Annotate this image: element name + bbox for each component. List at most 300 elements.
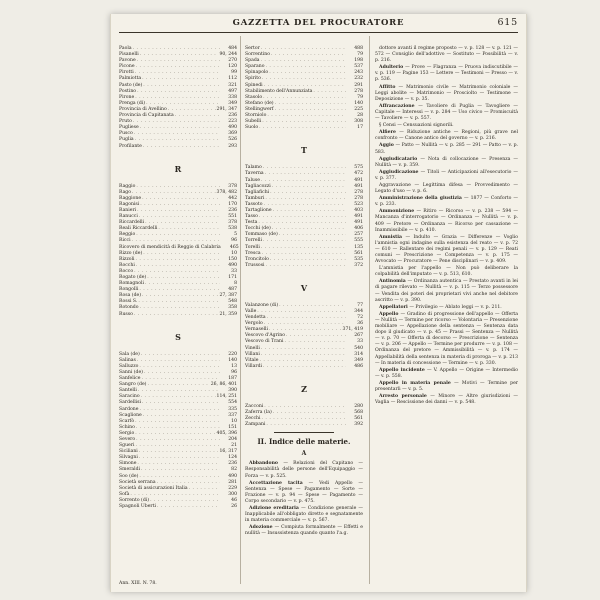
entry-pages: 120: [228, 64, 237, 70]
entry-name: Suolo: [245, 125, 259, 131]
entry-pages: 378, 482: [216, 189, 237, 195]
entry-name: Sofà: [119, 491, 130, 497]
entry-name: Zacconi: [245, 403, 264, 409]
entry-name: Sparano: [245, 64, 265, 70]
entry-pages: 99: [231, 70, 237, 76]
index-list: [245, 46, 363, 131]
entry-pages: 140: [228, 357, 237, 363]
subject-keyword: Amnistia: [379, 234, 406, 240]
entry-pages: 490: [228, 473, 237, 479]
entry-name: Picone: [119, 64, 135, 70]
entry-pages: 77: [357, 302, 363, 308]
subject-text: Aggravazione — Legittima difesa — Provvedimento — Legato d'uso — v. p. 6.: [375, 182, 518, 195]
subject-text: — Motivi — Termine per presentarli — v. p. 5.: [375, 380, 519, 392]
entry-name: Profilante: [119, 143, 142, 149]
entry-pages: 220: [228, 351, 237, 357]
entry-name: Rotondo: [119, 305, 139, 311]
index-entry: [245, 364, 363, 370]
leader-dots: [157, 504, 220, 510]
entry-pages: 198: [354, 58, 363, 64]
entry-name: Stabilimento dell'Annunziata: [245, 88, 313, 94]
subject-entry: [375, 85, 518, 103]
subject-entry: [375, 104, 518, 122]
subject-text: — Nota di collocazione — Presenza — Nullità — v. p. 359.: [375, 156, 518, 168]
index-list: [245, 165, 363, 269]
entry-pages: 497: [228, 88, 237, 94]
column-divider: [240, 36, 241, 584]
entry-pages: 491: [354, 177, 363, 183]
entry-pages: 90, 244: [219, 52, 237, 58]
entry-pages: 488: [354, 46, 363, 51]
index-entry: [245, 263, 363, 269]
subject-text: dottore avanti il regime proposto — v. p. 128 — v. p. 121 — 572 — Consiglio dell'adottivo — Sostituto — Possibilità — v. p. 216.: [375, 46, 518, 64]
entry-name: Spada: [245, 58, 260, 64]
entry-name: Provincia di Capitanata: [119, 113, 174, 119]
entry-name: Raggione: [119, 195, 142, 201]
subject-keyword: Aggiudicatario: [379, 156, 421, 162]
entry-pages: 16, 317: [219, 449, 237, 455]
entry-pages: 575: [354, 165, 363, 171]
entry-name: Sangro (de): [119, 382, 147, 388]
subject-text: — Indulto — Grazia — Differenze — Voglio l'amnistia ogni indagine sulla esistenza del reato — v. p. 72 — 610 — Rallentare dei regimi penali — v. p. 129 — Reati comuni — Prescrizione — Competenza — v. p. 175 — Avvocato — Procuratore — Pene disciplinari — v. p. 409.: [375, 234, 518, 265]
entry-name: Stellingwerf: [245, 106, 274, 112]
subject-keyword: Adozione: [249, 525, 275, 531]
entry-pages: 405, 396: [216, 430, 237, 436]
subject-entry: [375, 143, 518, 155]
entry-pages: 36: [357, 321, 363, 327]
entry-pages: 140: [354, 100, 363, 106]
index-entry: [245, 422, 363, 428]
subject-keyword: Affrancazione: [379, 103, 419, 109]
entry-pages: 267: [354, 333, 363, 339]
entry-pages: 358: [228, 305, 237, 311]
entry-pages: 540: [354, 345, 363, 351]
journal-title: GAZZETTA DEL PROCURATORE: [232, 18, 405, 28]
entry-name: Storniolo: [245, 113, 267, 119]
entry-name: Russo: [119, 311, 133, 317]
entry-pages: 523: [354, 201, 363, 207]
entry-name: Vescovo d'Agrino: [245, 333, 285, 339]
subject-keyword: Aggio: [379, 143, 396, 149]
entry-pages: 124: [228, 455, 237, 461]
subject-keyword: Appellatori: [379, 304, 410, 310]
subject-text: L'amnistia per l'appello — Non può deliberare la colpabilità dell'imputato — v. p. 513, 610.: [375, 266, 518, 278]
entry-name: Rocchi: [119, 262, 135, 268]
entry-name: Società serrana: [119, 479, 156, 485]
subject-entry: [375, 312, 518, 367]
letter-heading-s: S: [175, 331, 181, 342]
entry-pages: 21, 359: [219, 311, 237, 317]
entry-name: Sardone: [119, 406, 139, 412]
column-2: [245, 46, 363, 538]
entry-name: Pirone: [119, 94, 135, 100]
letter-heading-z: Z: [301, 383, 307, 394]
entry-name: Romagnoli: [119, 281, 144, 287]
entry-pages: 378: [228, 220, 237, 226]
subject-entry: [375, 381, 518, 393]
entry-name: Soo (de): [119, 473, 139, 479]
entry-pages: 96: [231, 369, 237, 375]
subject-keyword: Aggiudicazione: [379, 169, 421, 175]
entry-pages: 28: [357, 113, 363, 119]
entry-pages: 344: [354, 309, 363, 314]
entry-name: Villardi: [245, 363, 262, 369]
subject-entry: [375, 209, 518, 233]
entry-pages: 72: [357, 315, 363, 321]
entry-name: Vergolo: [245, 321, 263, 327]
section-heading: [245, 432, 363, 447]
subject-text: — Riduzione antiche — Regioni, più grave nel confronto — Canone antico del governo — v. p. 216.: [375, 130, 519, 142]
entry-pages: 390: [228, 388, 237, 394]
entry-name: Tagliafichi: [245, 189, 270, 195]
index-list: [119, 184, 237, 318]
entry-pages: 236: [228, 207, 237, 213]
entry-pages: 555: [354, 238, 363, 244]
subject-entry: [375, 183, 518, 195]
entry-name: Tresca: [245, 250, 261, 256]
entry-pages: 526: [228, 137, 237, 143]
subject-entry: [375, 130, 518, 142]
section-title: II. Indice delle materie.: [257, 437, 351, 447]
subject-keyword: Amministrazione della giustizia: [379, 196, 465, 202]
subject-text: § Censi — Censuazioni signorili.: [379, 123, 454, 129]
entry-name: Tocchi (de): [245, 226, 271, 232]
subject-entry: [375, 170, 518, 182]
entry-pages: 465: [229, 244, 239, 250]
entry-name: Sgueri: [119, 443, 135, 449]
entry-pages: 278: [354, 195, 363, 201]
entry-pages: 46: [231, 497, 237, 503]
subject-list: [245, 461, 363, 537]
entry-name: Pruto: [119, 119, 132, 125]
entry-pages: 392: [354, 422, 363, 428]
entry-pages: 554: [228, 400, 237, 406]
subject-entry: [375, 235, 518, 265]
entry-pages: 79: [357, 52, 363, 58]
entry-pages: 281: [228, 479, 237, 485]
entry-pages: 442: [228, 195, 237, 201]
subject-keyword: Alfiere: [379, 130, 400, 136]
entry-name: Ricovero di mendicità di Reggio di Calabria: [119, 244, 221, 250]
subject-text: — Gradino di progressione dell'appello — Offerta — Nullità — Termine per ricorso — Volontaria — Presenzione mobiliare — Appellazione della sentenza — Sentenza data dopo il giudicato — v. p. 45 — Prassi — Sentenza — Nullità — v. p. 70 — Offerta di decorso — Prescrizione — Sentenza — v. p. 206 — Appello — Termine per produrre — v. p. 108 — Ordinanza del pretore — Ammissibilità — v. p. 174 — Appellabilità della sentenza in materia di proroga — v. p. 213 — In materia di concessione — Termine — v. p. 330.: [375, 311, 519, 366]
entry-name: Società di assicurazioni Italia: [119, 485, 188, 491]
entry-name: Sergio: [119, 430, 135, 436]
subject-entry: [375, 196, 518, 208]
entry-pages: 487: [228, 287, 237, 293]
entry-name: Testa: [245, 220, 258, 226]
subject-entry: [245, 506, 363, 524]
entry-name: Valle: [245, 309, 257, 314]
entry-name: Paola: [119, 46, 132, 51]
entry-name: Ranucci: [119, 214, 138, 220]
subject-text: — Compiuta formalmente — Effetti e nullità — Insussistenza quando quanto l'a.g.: [245, 525, 364, 537]
entry-name: Siciliani: [119, 449, 138, 455]
subject-keyword: Abbandono: [249, 461, 284, 467]
entry-name: Severo: [119, 436, 136, 442]
entry-name: Puglia: [119, 137, 134, 143]
entry-name: Tamburi: [245, 195, 265, 201]
entry-pages: 538: [228, 226, 237, 232]
entry-name: Sala (de): [119, 351, 140, 357]
entry-name: Zaferra (la): [245, 410, 272, 416]
subject-entry: [375, 266, 518, 278]
entry-pages: 243: [354, 70, 363, 76]
entry-pages: 26, 86, 401: [210, 382, 237, 388]
entry-name: Troncitolo: [245, 256, 269, 262]
index-entry: [119, 312, 237, 318]
entry-name: Pirotti: [119, 70, 134, 76]
subject-entry: [375, 123, 518, 129]
entry-name: Rosa (de): [119, 293, 142, 299]
entry-pages: 490: [228, 125, 237, 131]
index-list: [245, 303, 363, 370]
entry-name: Simone: [119, 461, 137, 467]
entry-pages: 349: [228, 100, 237, 106]
entry-pages: 27, 387: [219, 293, 237, 299]
subject-keyword: Arresto personale: [379, 394, 431, 400]
index-entry: [119, 504, 237, 510]
entry-name: Saracino: [119, 394, 140, 400]
entry-pages: 406: [354, 226, 363, 232]
leader-dots: [266, 422, 346, 428]
entry-pages: 236: [228, 113, 237, 119]
entry-pages: 551: [228, 214, 237, 220]
entry-name: Santelli: [119, 388, 137, 394]
entry-name: Ragonisi: [119, 201, 140, 207]
subject-text: — Relazioni del Capitano — Responsabilità delle persone dell'Equipaggio — Forza — v. p. 525.: [245, 461, 363, 479]
entry-pages: 372: [354, 262, 363, 268]
entry-name: Smeraldi: [119, 467, 141, 473]
entry-pages: 335: [228, 406, 237, 412]
entry-pages: 403: [354, 207, 363, 213]
entry-name: Tommaso (de): [245, 232, 278, 238]
entry-pages: 79: [357, 94, 363, 100]
entry-pages: 314: [354, 351, 363, 357]
entry-name: Villani: [245, 351, 260, 357]
entry-name: Palmiotta: [119, 76, 142, 82]
index-list: [119, 352, 237, 510]
entry-name: Rago: [119, 189, 132, 195]
subject-text: — Matrimonio civile — Matrimonio coloniale — Leggi abolite — Matrimonio — Prosciolto — Testimone — Deposizione — v. p. 35.: [375, 84, 518, 102]
entry-name: Taluse: [245, 177, 260, 183]
letter-heading-r: R: [174, 163, 182, 174]
footnote: Ann. XIII. N. 78.: [119, 581, 157, 586]
entry-name: Vendetta: [245, 315, 266, 321]
subject-entry: [375, 305, 518, 311]
entry-pages: 472: [354, 171, 363, 177]
subject-text: — Patto — Nullità — v. p. 285 — 291 — Patto — v. p. 583.: [375, 143, 518, 155]
entry-pages: 151: [228, 424, 237, 430]
document-page: [110, 14, 527, 592]
letter-heading-a: A: [301, 450, 307, 458]
index-list: [119, 46, 237, 150]
entry-pages: 187: [228, 376, 237, 382]
subject-entry: [375, 46, 518, 64]
entry-name: Rogato (de): [119, 275, 147, 280]
entry-pages: 378: [228, 183, 237, 189]
subject-keyword: Appello: [379, 311, 401, 317]
entry-name: Trussosi: [245, 262, 265, 268]
entry-name: Vescovo di Trani: [245, 339, 284, 345]
section-rule: [274, 432, 334, 433]
subject-text: — Privilegio — Ablato leggi — v. p. 211.: [409, 304, 502, 310]
subject-keyword: Ammonizione: [379, 209, 417, 215]
entry-name: Ricci: [119, 238, 131, 244]
entry-pages: 96: [231, 238, 237, 244]
entry-pages: 349: [354, 357, 363, 363]
entry-name: Talamo: [245, 165, 262, 171]
entry-pages: 170: [228, 201, 237, 207]
entry-pages: 114, 251: [216, 394, 237, 400]
entry-pages: 82: [231, 467, 237, 473]
entry-name: Sanfelice: [119, 376, 141, 382]
entry-pages: 491: [354, 183, 363, 189]
entry-name: Subelli: [245, 119, 262, 125]
entry-pages: 17: [357, 125, 363, 131]
subject-entry: [245, 481, 363, 505]
index-list: [245, 404, 363, 428]
entry-pages: 171: [228, 275, 237, 280]
entry-name: Rizzo (de): [119, 250, 143, 256]
entry-name: Reali Riccardelli: [119, 226, 158, 232]
entry-pages: 548: [228, 299, 237, 305]
entry-pages: 337: [228, 412, 237, 418]
entry-name: Spirito: [245, 76, 261, 82]
entry-name: Vinelli: [245, 345, 260, 351]
entry-pages: 10: [231, 250, 237, 256]
entry-name: Tasso: [245, 214, 258, 220]
entry-pages: 291, 347: [216, 106, 237, 112]
entry-pages: 270: [228, 58, 237, 64]
entry-pages: 232: [354, 76, 363, 82]
entry-name: Sanni (de): [119, 369, 143, 375]
subject-keyword: Accettazione tacita: [249, 480, 309, 486]
subject-text: — Prove — Flagranza — Pruova indiscutibile — v. p. 119 — Pagine 153 — Lettere — Testimoni — Presso — v. p. 536.: [375, 65, 518, 83]
entry-name: Prenga (di): [119, 100, 146, 106]
subject-text: — V. Appello — Origine — Intermedio — v. p. 558.: [375, 367, 518, 379]
entry-name: Salinas: [119, 357, 136, 363]
entry-pages: 278: [354, 189, 363, 195]
entry-name: Pugliese: [119, 125, 139, 131]
letter-heading-t: T: [301, 145, 307, 156]
entry-pages: 561: [354, 250, 363, 256]
entry-name: Zecchi: [245, 416, 261, 422]
entry-pages: 338: [228, 94, 237, 100]
entry-name: Pusco: [119, 131, 133, 137]
entry-name: Taverna: [245, 171, 264, 177]
entry-pages: 371, 419: [342, 327, 363, 333]
entry-pages: 293: [228, 143, 237, 149]
entry-pages: 491: [354, 214, 363, 220]
entry-name: Torrelli: [245, 238, 262, 244]
subject-text: — 1877 — Conforto — v. p. 233.: [375, 196, 519, 208]
subject-entry: [375, 368, 518, 380]
index-entry: [245, 125, 363, 131]
entry-pages: 33: [231, 268, 237, 274]
entry-name: Sardellisi: [119, 400, 141, 406]
entry-pages: 537: [354, 64, 363, 70]
entry-pages: 204: [228, 436, 237, 442]
letter-heading-v: V: [300, 282, 308, 293]
subject-text: — Minore — Altre giurisdizioni — Vaglia — Rescissione dei danni — v. p. 548.: [375, 394, 518, 406]
entry-name: Ranieri: [119, 207, 137, 213]
subject-text: — Ritiro — Ricorso — v. p. 238 — 594 — Mancanza d'interrogatorio — Ordinanza — Nullità — v. p. 409 — Pretore — Ordinanza — Ricorso per cassazione — Inammissibile — v. p. 410.: [375, 209, 518, 233]
entry-name: Torelli: [245, 244, 260, 250]
page-number: 615: [497, 17, 518, 28]
entry-name: Vitale: [245, 357, 259, 363]
entry-name: Provincia di Avellino: [119, 106, 167, 112]
entry-name: Pisanelli: [119, 52, 139, 58]
entry-pages: 308: [354, 119, 363, 125]
entry-pages: 33: [357, 339, 363, 345]
leader-dots: [143, 144, 220, 150]
leader-dots: [134, 312, 219, 318]
column-1: [119, 46, 237, 510]
entry-pages: 300: [228, 491, 237, 497]
subject-entry: [375, 394, 518, 406]
entry-pages: 112: [228, 76, 237, 82]
subject-keyword: Adulterio: [379, 65, 406, 71]
subject-text: — Ordinanza autentica — Prestato avanti in lei di pagare rilevato — Nullità — v. p. 115 — Terzo possessore — Vendita dei poteri dei proprietari vivi anche nel debitore ascritto — v. p. 390.: [375, 279, 519, 303]
subject-keyword: Appello in materia penale: [379, 380, 455, 386]
index-entry: [119, 144, 237, 150]
entry-pages: 21: [231, 443, 237, 449]
entry-name: Valanzone (di): [245, 302, 279, 308]
entry-pages: 10: [231, 418, 237, 424]
entry-name: Postino: [119, 88, 137, 94]
entry-name: Tassoto: [245, 201, 263, 207]
subject-entry: [375, 65, 518, 83]
entry-pages: 486: [354, 363, 363, 369]
entry-name: Rongolli: [119, 287, 139, 293]
subject-entry: [245, 461, 363, 479]
entry-name: Vernaselli: [245, 327, 268, 333]
entry-pages: 484: [228, 46, 237, 51]
entry-name: Rizzoli: [119, 256, 135, 262]
subject-text: — Titoli — Anticipazioni all'esecutorio — v. p. 377.: [375, 169, 518, 181]
entry-pages: 278: [354, 88, 363, 94]
entry-pages: 291: [354, 82, 363, 88]
entry-pages: 13: [231, 363, 237, 369]
entry-name: Spinedi: [245, 82, 263, 88]
running-header: [119, 16, 518, 33]
entry-name: Rossi S.: [119, 299, 138, 305]
entry-name: Reggio: [119, 232, 136, 238]
entry-name: Tagliacozzi: [245, 183, 271, 189]
entry-pages: 26: [231, 504, 237, 509]
subject-text: — Condizione generale — Inapplicabile all'obbligato diretto e segnatamente in materia commerciale — v. p. 567.: [245, 505, 363, 524]
subject-text: — Tavoliere di Puglia — Tavogliere — Capitale — Interessi — v. p. 284 — Uso civico — Promiscuità — Tavoliere — v. p. 557.: [375, 103, 518, 122]
subject-entry: [375, 279, 518, 303]
entry-pages: 491: [354, 220, 363, 226]
entry-name: Salluzzo: [119, 363, 139, 369]
entry-name: Pavone: [119, 58, 136, 64]
entry-pages: 135: [354, 244, 363, 250]
subject-entry: [375, 157, 518, 169]
leader-dots: [266, 263, 346, 269]
subject-keyword: Antinomia: [379, 279, 408, 285]
entry-name: Spagnoli Uberti: [119, 504, 156, 509]
entry-pages: 5: [234, 232, 237, 238]
entry-name: Rocco: [119, 268, 134, 274]
subject-keyword: Affitto: [379, 84, 399, 90]
column-divider: [369, 36, 370, 584]
entry-name: Stefano (de): [245, 100, 274, 106]
entry-name: Stasolo: [245, 94, 263, 100]
subject-keyword: Appello incidente: [379, 367, 427, 373]
entry-name: Sertor: [245, 46, 260, 51]
entry-name: Riccardelli: [119, 220, 145, 226]
